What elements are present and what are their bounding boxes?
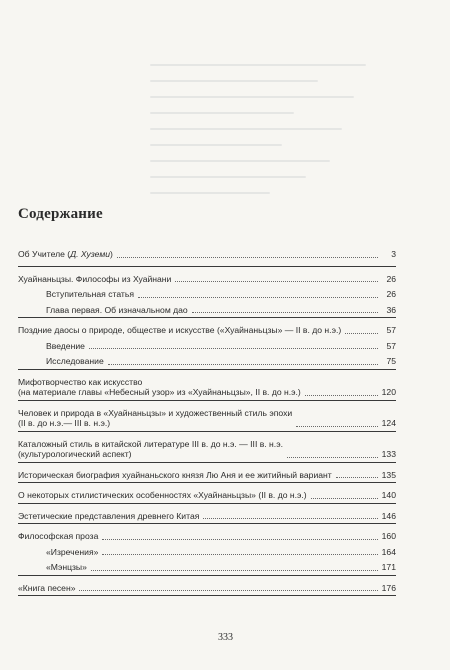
toc-page-number: 146 <box>381 510 396 521</box>
toc-subentry[interactable] <box>18 286 396 302</box>
toc-entry-label: Глава первая. Об изначальном дао <box>46 304 188 315</box>
toc-group <box>18 467 396 484</box>
page-title: Содержание <box>18 206 103 222</box>
toc-page-number: 26 <box>386 289 396 299</box>
toc-page-number: 164 <box>381 546 396 557</box>
toc-page-number: 26 <box>386 273 396 284</box>
toc-page-number: 3 <box>391 249 396 259</box>
leader-dots <box>102 539 377 540</box>
leader-dots <box>203 518 377 519</box>
toc-entry[interactable] <box>18 374 396 400</box>
toc-entry[interactable] <box>18 322 396 338</box>
table-of-contents <box>18 244 396 596</box>
toc-subentry[interactable] <box>18 353 396 369</box>
toc-entry[interactable] <box>18 487 396 503</box>
toc-group <box>18 322 396 370</box>
toc-group <box>18 244 396 267</box>
toc-subentry[interactable] <box>18 302 396 318</box>
toc-group <box>18 436 396 463</box>
toc-subentry[interactable] <box>18 544 396 560</box>
toc-entry-label: Об Учителе (Д. Хуземи) <box>18 249 113 259</box>
toc-entry-label: Введение <box>46 340 85 351</box>
leader-dots <box>287 457 378 458</box>
toc-entry-label: «Книга песен» <box>18 582 76 593</box>
leader-dots <box>91 570 378 571</box>
toc-entry-label: Исследование <box>46 356 104 366</box>
leader-dots <box>79 590 377 591</box>
toc-entry-label: Философская проза <box>18 531 99 541</box>
toc-group <box>18 580 396 597</box>
toc-entry[interactable] <box>18 246 396 262</box>
toc-group <box>18 405 396 432</box>
toc-page-number: 133 <box>381 449 396 459</box>
leader-dots <box>138 297 378 298</box>
toc-page-number: 57 <box>386 325 396 335</box>
leader-dots <box>102 554 377 555</box>
toc-subentry[interactable] <box>18 338 396 354</box>
toc-page-number: 57 <box>386 340 396 351</box>
toc-entry-label: Эстетические представления древнего Китая <box>18 510 200 521</box>
toc-entry[interactable] <box>18 580 396 596</box>
leader-dots <box>89 348 378 349</box>
bleed-through-text <box>150 50 390 250</box>
toc-entry-label: Каталожный стиль в китайской литературе III в. до н.э. — III в. н.э. (культурологический аспект) <box>18 438 283 459</box>
toc-entry-label: Человек и природа в «Хуайнаньцзы» и художественный стиль эпохи (II в. до н.э.— III в. н.э.) <box>18 407 293 428</box>
page-number: 333 <box>218 632 233 643</box>
toc-group <box>18 528 396 576</box>
leader-dots <box>108 364 378 365</box>
toc-page-number: 75 <box>386 356 396 366</box>
toc-group <box>18 487 396 504</box>
toc-page-number: 160 <box>381 531 396 541</box>
toc-entry[interactable] <box>18 528 396 544</box>
toc-page-number: 124 <box>381 418 396 428</box>
toc-page-number: 135 <box>381 469 396 480</box>
toc-entry-label: Историческая биография хуайнаньского князя Лю Аня и ее житийный вариант <box>18 469 332 480</box>
toc-group <box>18 508 396 525</box>
leader-dots <box>296 426 377 427</box>
toc-entry-label: «Изречения» <box>46 546 99 557</box>
leader-dots <box>311 498 378 499</box>
toc-entry[interactable] <box>18 271 396 287</box>
toc-entry-label: Вступительная статья <box>46 289 134 299</box>
toc-page-number: 120 <box>381 387 396 397</box>
toc-entry[interactable] <box>18 508 396 524</box>
toc-entry[interactable] <box>18 436 396 462</box>
leader-dots <box>192 312 378 313</box>
toc-entry-label: О некоторых стилистических особенностях «Хуайнаньцзы» (II в. до н.э.) <box>18 490 307 500</box>
toc-page-number: 36 <box>386 304 396 315</box>
toc-entry[interactable] <box>18 467 396 483</box>
leader-dots <box>345 333 378 334</box>
toc-page-number: 176 <box>381 582 396 593</box>
toc-page-number: 140 <box>381 490 396 500</box>
leader-dots <box>175 281 378 282</box>
toc-entry[interactable] <box>18 405 396 431</box>
toc-entry-label: Мифотворчество как искусство (на материале главы «Небесный узор» из «Хуайнаньцзы», II в. до н.э.) <box>18 376 301 397</box>
toc-entry-label: «Мэнцзы» <box>46 562 87 572</box>
leader-dots <box>117 257 378 258</box>
leader-dots <box>336 477 378 478</box>
toc-group <box>18 374 396 401</box>
toc-group <box>18 271 396 319</box>
leader-dots <box>305 395 378 396</box>
toc-subentry[interactable] <box>18 559 396 575</box>
toc-entry-label: Поздние даосы о природе, обществе и искусстве («Хуайнаньцзы» — II в. до н.э.) <box>18 325 342 335</box>
toc-entry-label: Хуайнаньцзы. Философы из Хуайнани <box>18 273 172 284</box>
toc-page-number: 171 <box>381 562 396 572</box>
